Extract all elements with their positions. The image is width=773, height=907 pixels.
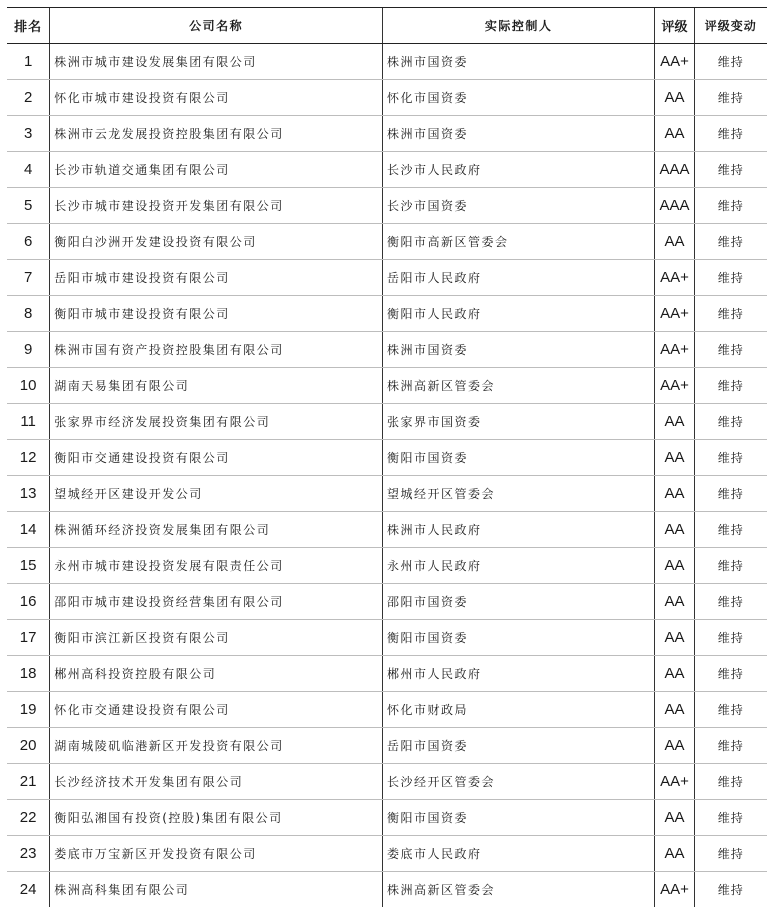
table-row — [7, 188, 767, 224]
cell-rank: 12 — [7, 440, 50, 476]
ranking-table-container — [7, 7, 767, 907]
cell-rating-change: 维持 — [694, 152, 767, 188]
cell-rating-change: 维持 — [694, 188, 767, 224]
cell-company: 娄底市万宝新区开发投资有限公司 — [50, 836, 383, 872]
cell-rank: 17 — [7, 620, 50, 656]
cell-rating-change: 维持 — [694, 260, 767, 296]
table-row — [7, 440, 767, 476]
cell-controller: 衡阳市高新区管委会 — [382, 224, 654, 260]
cell-rating: AA — [655, 512, 694, 548]
table-row — [7, 548, 767, 584]
cell-company: 长沙市轨道交通集团有限公司 — [50, 152, 383, 188]
cell-rank: 24 — [7, 872, 50, 907]
cell-rank: 7 — [7, 260, 50, 296]
table-row — [7, 296, 767, 332]
cell-rating: AA — [655, 224, 694, 260]
cell-rating: AA — [655, 620, 694, 656]
cell-rank: 3 — [7, 116, 50, 152]
table-row — [7, 332, 767, 368]
cell-controller: 株洲市国资委 — [382, 116, 654, 152]
cell-company: 湖南城陵矶临港新区开发投资有限公司 — [50, 728, 383, 764]
cell-rating-change: 维持 — [694, 548, 767, 584]
cell-company: 望城经开区建设开发公司 — [50, 476, 383, 512]
cell-rank: 2 — [7, 80, 50, 116]
cell-rating: AA — [655, 836, 694, 872]
cell-company: 衡阳市城市建设投资有限公司 — [50, 296, 383, 332]
cell-rank: 15 — [7, 548, 50, 584]
cell-rank: 16 — [7, 584, 50, 620]
cell-rating: AA — [655, 404, 694, 440]
cell-rank: 6 — [7, 224, 50, 260]
cell-company: 怀化市城市建设投资有限公司 — [50, 80, 383, 116]
cell-rating: AA — [655, 584, 694, 620]
header-rating: 评级 — [655, 8, 694, 44]
cell-company: 衡阳白沙洲开发建设投资有限公司 — [50, 224, 383, 260]
cell-rank: 8 — [7, 296, 50, 332]
cell-company: 长沙市城市建设投资开发集团有限公司 — [50, 188, 383, 224]
cell-rating: AA — [655, 692, 694, 728]
cell-rank: 1 — [7, 44, 50, 80]
cell-rank: 11 — [7, 404, 50, 440]
cell-rating-change: 维持 — [694, 620, 767, 656]
cell-rating: AA+ — [655, 296, 694, 332]
table-row — [7, 728, 767, 764]
cell-rank: 23 — [7, 836, 50, 872]
cell-controller: 望城经开区管委会 — [382, 476, 654, 512]
cell-rating-change: 维持 — [694, 764, 767, 800]
cell-rating: AA+ — [655, 764, 694, 800]
cell-rating: AAA — [655, 152, 694, 188]
table-row — [7, 512, 767, 548]
header-row — [7, 8, 767, 44]
cell-rating-change: 维持 — [694, 656, 767, 692]
cell-rank: 18 — [7, 656, 50, 692]
table-row — [7, 764, 767, 800]
table-row — [7, 404, 767, 440]
cell-rank: 10 — [7, 368, 50, 404]
cell-company: 株洲市国有资产投资控股集团有限公司 — [50, 332, 383, 368]
table-row — [7, 116, 767, 152]
cell-controller: 长沙市人民政府 — [382, 152, 654, 188]
cell-controller: 长沙经开区管委会 — [382, 764, 654, 800]
cell-controller: 衡阳市国资委 — [382, 800, 654, 836]
cell-rating-change: 维持 — [694, 44, 767, 80]
cell-rating-change: 维持 — [694, 116, 767, 152]
cell-rank: 22 — [7, 800, 50, 836]
cell-rating: AA+ — [655, 368, 694, 404]
cell-company: 张家界市经济发展投资集团有限公司 — [50, 404, 383, 440]
cell-controller: 怀化市财政局 — [382, 692, 654, 728]
cell-rating: AA+ — [655, 44, 694, 80]
cell-rating-change: 维持 — [694, 296, 767, 332]
cell-rating-change: 维持 — [694, 440, 767, 476]
ranking-table — [7, 7, 767, 907]
cell-rank: 14 — [7, 512, 50, 548]
table-row — [7, 584, 767, 620]
table-row — [7, 620, 767, 656]
cell-company: 株洲高科集团有限公司 — [50, 872, 383, 907]
cell-controller: 郴州市人民政府 — [382, 656, 654, 692]
cell-rating: AA+ — [655, 260, 694, 296]
cell-controller: 岳阳市国资委 — [382, 728, 654, 764]
cell-rating-change: 维持 — [694, 872, 767, 907]
cell-rank: 4 — [7, 152, 50, 188]
cell-controller: 长沙市国资委 — [382, 188, 654, 224]
cell-controller: 衡阳市国资委 — [382, 620, 654, 656]
table-row — [7, 872, 767, 907]
cell-controller: 衡阳市国资委 — [382, 440, 654, 476]
cell-company: 长沙经济技术开发集团有限公司 — [50, 764, 383, 800]
cell-rank: 13 — [7, 476, 50, 512]
cell-rating-change: 维持 — [694, 224, 767, 260]
table-row — [7, 656, 767, 692]
cell-rating: AA — [655, 476, 694, 512]
cell-controller: 株洲高新区管委会 — [382, 368, 654, 404]
cell-rating: AA — [655, 800, 694, 836]
table-row — [7, 692, 767, 728]
table-row — [7, 224, 767, 260]
cell-controller: 张家界市国资委 — [382, 404, 654, 440]
header-controller: 实际控制人 — [382, 8, 654, 44]
cell-rating: AAA — [655, 188, 694, 224]
cell-rating: AA+ — [655, 332, 694, 368]
cell-company: 郴州高科投资控股有限公司 — [50, 656, 383, 692]
cell-rating-change: 维持 — [694, 800, 767, 836]
table-row — [7, 44, 767, 80]
table-header — [7, 8, 767, 44]
cell-rating: AA+ — [655, 872, 694, 907]
table-body — [7, 44, 767, 907]
cell-rating-change: 维持 — [694, 728, 767, 764]
cell-rating: AA — [655, 80, 694, 116]
cell-rating-change: 维持 — [694, 80, 767, 116]
cell-rank: 20 — [7, 728, 50, 764]
cell-rating-change: 维持 — [694, 836, 767, 872]
cell-controller: 岳阳市人民政府 — [382, 260, 654, 296]
cell-controller: 衡阳市人民政府 — [382, 296, 654, 332]
cell-rank: 5 — [7, 188, 50, 224]
cell-rating: AA — [655, 116, 694, 152]
cell-rating: AA — [655, 656, 694, 692]
cell-company: 衡阳市交通建设投资有限公司 — [50, 440, 383, 476]
cell-rank: 9 — [7, 332, 50, 368]
cell-controller: 株洲市国资委 — [382, 44, 654, 80]
table-row — [7, 260, 767, 296]
cell-company: 永州市城市建设投资发展有限责任公司 — [50, 548, 383, 584]
cell-company: 岳阳市城市建设投资有限公司 — [50, 260, 383, 296]
header-rank: 排名 — [7, 8, 50, 44]
cell-controller: 永州市人民政府 — [382, 548, 654, 584]
cell-rank: 21 — [7, 764, 50, 800]
cell-company: 衡阳市滨江新区投资有限公司 — [50, 620, 383, 656]
cell-company: 衡阳弘湘国有投资(控股)集团有限公司 — [50, 800, 383, 836]
cell-rating: AA — [655, 728, 694, 764]
cell-controller: 株洲市国资委 — [382, 332, 654, 368]
header-company: 公司名称 — [50, 8, 383, 44]
cell-company: 株洲循环经济投资发展集团有限公司 — [50, 512, 383, 548]
table-row — [7, 80, 767, 116]
cell-company: 邵阳市城市建设投资经营集团有限公司 — [50, 584, 383, 620]
cell-rating-change: 维持 — [694, 512, 767, 548]
cell-rating: AA — [655, 440, 694, 476]
cell-rating-change: 维持 — [694, 332, 767, 368]
cell-rating-change: 维持 — [694, 692, 767, 728]
cell-controller: 株洲市人民政府 — [382, 512, 654, 548]
cell-controller: 邵阳市国资委 — [382, 584, 654, 620]
cell-rating-change: 维持 — [694, 476, 767, 512]
cell-controller: 娄底市人民政府 — [382, 836, 654, 872]
cell-controller: 怀化市国资委 — [382, 80, 654, 116]
table-row — [7, 800, 767, 836]
cell-company: 株洲市云龙发展投资控股集团有限公司 — [50, 116, 383, 152]
cell-controller: 株洲高新区管委会 — [382, 872, 654, 907]
cell-rank: 19 — [7, 692, 50, 728]
cell-company: 株洲市城市建设发展集团有限公司 — [50, 44, 383, 80]
table-row — [7, 368, 767, 404]
cell-rating-change: 维持 — [694, 404, 767, 440]
cell-company: 怀化市交通建设投资有限公司 — [50, 692, 383, 728]
cell-company: 湖南天易集团有限公司 — [50, 368, 383, 404]
table-row — [7, 476, 767, 512]
cell-rating-change: 维持 — [694, 368, 767, 404]
table-row — [7, 836, 767, 872]
table-row — [7, 152, 767, 188]
header-rating-change: 评级变动 — [694, 8, 767, 44]
cell-rating: AA — [655, 548, 694, 584]
cell-rating-change: 维持 — [694, 584, 767, 620]
